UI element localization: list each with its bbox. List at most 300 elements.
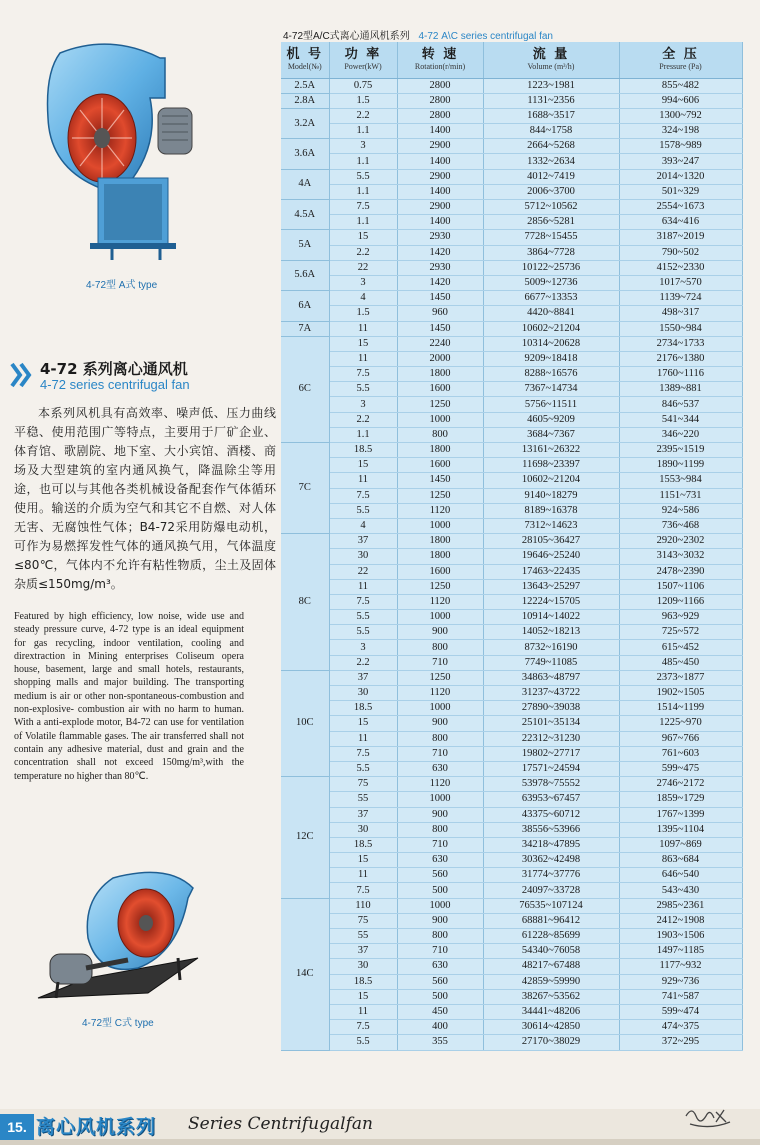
handwritten-mark: [680, 1098, 740, 1134]
table-row: [281, 458, 742, 473]
table-row: [281, 640, 742, 655]
pressure-cell: 1514~1199: [619, 701, 742, 716]
table-row: [281, 974, 742, 989]
power-cell: 37: [329, 944, 397, 959]
volume-cell: 34218~47895: [483, 837, 619, 852]
column-header-en: Model(№): [287, 62, 322, 72]
footer-title-en: Series Centrifugalfan: [188, 1114, 373, 1134]
table-row: [281, 488, 742, 503]
pressure-cell: 474~375: [619, 1020, 742, 1035]
power-cell: 18.5: [329, 701, 397, 716]
pressure-cell: 2920~2302: [619, 534, 742, 549]
pressure-cell: 846~537: [619, 397, 742, 412]
table-row: [281, 154, 742, 169]
table-row: [281, 367, 742, 382]
rotation-cell: 2900: [397, 169, 483, 184]
rotation-cell: 1400: [397, 154, 483, 169]
volume-cell: 9209~18418: [483, 351, 619, 366]
rotation-cell: 1250: [397, 397, 483, 412]
model-cell: 3.2A: [281, 108, 329, 138]
model-cell: 7A: [281, 321, 329, 336]
rotation-cell: 900: [397, 913, 483, 928]
rotation-cell: 2800: [397, 108, 483, 123]
volume-cell: 2664~5268: [483, 139, 619, 154]
power-cell: 1.5: [329, 93, 397, 108]
volume-cell: 54340~76058: [483, 944, 619, 959]
power-cell: 15: [329, 716, 397, 731]
rotation-cell: 2000: [397, 351, 483, 366]
volume-cell: 10914~14022: [483, 610, 619, 625]
pressure-cell: 1890~1199: [619, 458, 742, 473]
volume-cell: 10602~21204: [483, 473, 619, 488]
power-cell: 15: [329, 989, 397, 1004]
table-row: [281, 1020, 742, 1035]
pressure-cell: 741~587: [619, 989, 742, 1004]
rotation-cell: 900: [397, 625, 483, 640]
table-row: [281, 610, 742, 625]
pressure-cell: 790~502: [619, 245, 742, 260]
table-row: [281, 351, 742, 366]
power-cell: 7.5: [329, 200, 397, 215]
column-header: [619, 42, 742, 78]
power-cell: 7.5: [329, 594, 397, 609]
rotation-cell: 1000: [397, 610, 483, 625]
pressure-cell: 1209~1166: [619, 594, 742, 609]
fan-a-caption: 4-72型 A式 type: [86, 280, 158, 291]
volume-cell: 4605~9209: [483, 412, 619, 427]
power-cell: 7.5: [329, 746, 397, 761]
power-cell: 18.5: [329, 974, 397, 989]
rotation-cell: 1800: [397, 549, 483, 564]
pressure-cell: 963~929: [619, 610, 742, 625]
pressure-cell: 2478~2390: [619, 564, 742, 579]
table-row: [281, 336, 742, 351]
rotation-cell: 630: [397, 853, 483, 868]
power-cell: 55: [329, 792, 397, 807]
power-cell: 1.5: [329, 306, 397, 321]
pressure-cell: 3143~3032: [619, 549, 742, 564]
power-cell: 75: [329, 777, 397, 792]
pressure-cell: 924~586: [619, 503, 742, 518]
rotation-cell: 800: [397, 731, 483, 746]
pressure-cell: 3187~2019: [619, 230, 742, 245]
pressure-cell: 1578~989: [619, 139, 742, 154]
volume-cell: 7749~11085: [483, 655, 619, 670]
pressure-cell: 1767~1399: [619, 807, 742, 822]
rotation-cell: 1420: [397, 275, 483, 290]
rotation-cell: 1600: [397, 458, 483, 473]
power-cell: 11: [329, 579, 397, 594]
table-row: [281, 792, 742, 807]
volume-cell: 24097~33728: [483, 883, 619, 898]
table-row: [281, 959, 742, 974]
model-cell: 5A: [281, 230, 329, 260]
table-row: [281, 108, 742, 123]
volume-cell: 34441~48206: [483, 1004, 619, 1019]
rotation-cell: 1450: [397, 473, 483, 488]
volume-cell: 4012~7419: [483, 169, 619, 184]
volume-cell: 38267~53562: [483, 989, 619, 1004]
pressure-cell: 485~450: [619, 655, 742, 670]
rotation-cell: 1800: [397, 443, 483, 458]
pressure-cell: 1902~1505: [619, 686, 742, 701]
table-row: [281, 701, 742, 716]
power-cell: 1.1: [329, 124, 397, 139]
power-cell: 4: [329, 518, 397, 533]
power-cell: 1.1: [329, 215, 397, 230]
volume-cell: 61228~85699: [483, 929, 619, 944]
pressure-cell: 1553~984: [619, 473, 742, 488]
power-cell: 18.5: [329, 443, 397, 458]
column-header: [483, 42, 619, 78]
model-cell: 12C: [281, 777, 329, 899]
table-row: [281, 837, 742, 852]
volume-cell: 8288~16576: [483, 367, 619, 382]
pressure-cell: 498~317: [619, 306, 742, 321]
model-cell: 2.8A: [281, 93, 329, 108]
volume-cell: 76535~107124: [483, 898, 619, 913]
rotation-cell: 1420: [397, 245, 483, 260]
table-row: [281, 761, 742, 776]
table-row: [281, 731, 742, 746]
rotation-cell: 1120: [397, 594, 483, 609]
pressure-cell: 543~430: [619, 883, 742, 898]
model-cell: 4A: [281, 169, 329, 199]
table-row: [281, 777, 742, 792]
table-row: [281, 670, 742, 685]
pressure-cell: 994~606: [619, 93, 742, 108]
power-cell: 15: [329, 853, 397, 868]
rotation-cell: 1250: [397, 488, 483, 503]
description-chinese: 本系列风机具有高效率、噪声低、压力曲线平稳、使用范围广等特点，主要用于厂矿企业、体育馆、歌剧院、地下室、大小宾馆、酒楼、商场及大型建筑的室内通风换气，降温除尘等用途，也可以与其他各类机械设备配套作气体循环使用。输送的介质为空气和其它不自燃、对人体无害、无腐蚀性气体；B4-72采用防爆电动机，可作为易燃挥发性气体的通风换气用，气体温度≤80℃，气体内不允许有粘性物质，尘土及固体杂质≤150mg/m³。: [14, 406, 276, 591]
table-row: [281, 883, 742, 898]
volume-cell: 53978~75552: [483, 777, 619, 792]
power-cell: 30: [329, 686, 397, 701]
power-cell: 1.1: [329, 154, 397, 169]
table-row: [281, 124, 742, 139]
pressure-cell: 1017~570: [619, 275, 742, 290]
pressure-cell: 1300~792: [619, 108, 742, 123]
power-cell: 2.2: [329, 412, 397, 427]
section-subtitle: 4-72 series centrifugal fan: [40, 377, 190, 392]
table-row: [281, 412, 742, 427]
table-row: [281, 275, 742, 290]
column-header-en: Rotation(r/min): [414, 62, 466, 72]
table-row: [281, 230, 742, 245]
rotation-cell: 960: [397, 306, 483, 321]
power-cell: 4: [329, 291, 397, 306]
table-row: [281, 594, 742, 609]
power-cell: 5.5: [329, 503, 397, 518]
table-row: [281, 382, 742, 397]
power-cell: 11: [329, 321, 397, 336]
model-cell: 8C: [281, 534, 329, 671]
fan-c-illustration: [28, 858, 208, 1008]
volume-cell: 31774~37776: [483, 868, 619, 883]
table-row: [281, 853, 742, 868]
pressure-cell: 634~416: [619, 215, 742, 230]
table-row: [281, 139, 742, 154]
column-header-cn: 转 速: [421, 47, 459, 63]
table-row: [281, 913, 742, 928]
pressure-cell: 2412~1908: [619, 913, 742, 928]
rotation-cell: 2930: [397, 260, 483, 275]
volume-cell: 63953~67457: [483, 792, 619, 807]
pressure-cell: 324~198: [619, 124, 742, 139]
rotation-cell: 1800: [397, 367, 483, 382]
table-row: [281, 184, 742, 199]
rotation-cell: 630: [397, 761, 483, 776]
section-title: 4-72 系列离心通风机: [40, 360, 188, 378]
volume-cell: 7312~14623: [483, 518, 619, 533]
volume-cell: 28105~36427: [483, 534, 619, 549]
rotation-cell: 1000: [397, 412, 483, 427]
volume-cell: 10314~20628: [483, 336, 619, 351]
pressure-cell: 1151~731: [619, 488, 742, 503]
power-cell: 5.5: [329, 382, 397, 397]
table-row: [281, 898, 742, 913]
volume-cell: 30362~42498: [483, 853, 619, 868]
footer-title-cn: 离心风机系列: [36, 1116, 157, 1138]
table-row: [281, 549, 742, 564]
power-cell: 2.2: [329, 108, 397, 123]
column-header-cn: 功 率: [344, 47, 382, 63]
power-cell: 11: [329, 351, 397, 366]
pressure-cell: 4152~2330: [619, 260, 742, 275]
power-cell: 7.5: [329, 488, 397, 503]
table-heading-en: 4-72 A\C series centrifugal fan: [418, 31, 553, 42]
pressure-cell: 599~475: [619, 761, 742, 776]
table-row: [281, 929, 742, 944]
model-cell: 14C: [281, 898, 329, 1050]
table-row: [281, 1004, 742, 1019]
volume-cell: 48217~67488: [483, 959, 619, 974]
power-cell: 1.1: [329, 184, 397, 199]
rotation-cell: 800: [397, 427, 483, 442]
volume-cell: 8732~16190: [483, 640, 619, 655]
volume-cell: 1131~2356: [483, 93, 619, 108]
table-row: [281, 944, 742, 959]
power-cell: 11: [329, 1004, 397, 1019]
volume-cell: 19802~27717: [483, 746, 619, 761]
volume-cell: 30614~42850: [483, 1020, 619, 1035]
rotation-cell: 1250: [397, 670, 483, 685]
pressure-cell: 1177~932: [619, 959, 742, 974]
power-cell: 30: [329, 959, 397, 974]
table-row: [281, 822, 742, 837]
volume-cell: 3684~7367: [483, 427, 619, 442]
rotation-cell: 1250: [397, 579, 483, 594]
table-row: [281, 625, 742, 640]
pressure-cell: 725~572: [619, 625, 742, 640]
volume-cell: 844~1758: [483, 124, 619, 139]
volume-cell: 9140~18279: [483, 488, 619, 503]
power-cell: 30: [329, 549, 397, 564]
fan-a-illustration: [40, 38, 220, 263]
volume-cell: 7728~15455: [483, 230, 619, 245]
table-row: [281, 291, 742, 306]
power-cell: 2.2: [329, 245, 397, 260]
volume-cell: 4420~8841: [483, 306, 619, 321]
volume-cell: 1688~3517: [483, 108, 619, 123]
power-cell: 5.5: [329, 1035, 397, 1050]
pressure-cell: 855~482: [619, 78, 742, 93]
table-row: [281, 716, 742, 731]
pressure-cell: 2746~2172: [619, 777, 742, 792]
power-cell: 75: [329, 913, 397, 928]
rotation-cell: 560: [397, 974, 483, 989]
rotation-cell: 400: [397, 1020, 483, 1035]
model-cell: 6A: [281, 291, 329, 321]
rotation-cell: 500: [397, 883, 483, 898]
power-cell: 7.5: [329, 1020, 397, 1035]
volume-cell: 5756~11511: [483, 397, 619, 412]
rotation-cell: 2900: [397, 139, 483, 154]
column-header-en: Power(kW): [344, 62, 382, 72]
rotation-cell: 1600: [397, 382, 483, 397]
pressure-cell: 372~295: [619, 1035, 742, 1050]
pressure-cell: 1550~984: [619, 321, 742, 336]
volume-cell: 27170~38029: [483, 1035, 619, 1050]
rotation-cell: 900: [397, 807, 483, 822]
model-cell: 5.6A: [281, 260, 329, 290]
table-row: [281, 245, 742, 260]
rotation-cell: 800: [397, 929, 483, 944]
table-row: [281, 807, 742, 822]
volume-cell: 2006~3700: [483, 184, 619, 199]
power-cell: 3: [329, 139, 397, 154]
volume-cell: 31237~43722: [483, 686, 619, 701]
volume-cell: 14052~18213: [483, 625, 619, 640]
volume-cell: 5712~10562: [483, 200, 619, 215]
table-header-row: [281, 42, 742, 78]
volume-cell: 34863~48797: [483, 670, 619, 685]
volume-cell: 38556~53966: [483, 822, 619, 837]
pressure-cell: 501~329: [619, 184, 742, 199]
power-cell: 22: [329, 564, 397, 579]
pressure-cell: 393~247: [619, 154, 742, 169]
pressure-cell: 615~452: [619, 640, 742, 655]
model-cell: 7C: [281, 443, 329, 534]
pressure-cell: 2395~1519: [619, 443, 742, 458]
pressure-cell: 929~736: [619, 974, 742, 989]
volume-cell: 10122~25736: [483, 260, 619, 275]
table-row: [281, 397, 742, 412]
table-row: [281, 686, 742, 701]
volume-cell: 17571~24594: [483, 761, 619, 776]
power-cell: 11: [329, 473, 397, 488]
rotation-cell: 355: [397, 1035, 483, 1050]
power-cell: 37: [329, 670, 397, 685]
pressure-cell: 2554~1673: [619, 200, 742, 215]
volume-cell: 5009~12736: [483, 275, 619, 290]
pressure-cell: 1097~869: [619, 837, 742, 852]
rotation-cell: 2800: [397, 78, 483, 93]
table-row: [281, 93, 742, 108]
table-row: [281, 655, 742, 670]
table-row: [281, 1035, 742, 1050]
rotation-cell: 1400: [397, 184, 483, 199]
rotation-cell: 1000: [397, 518, 483, 533]
rotation-cell: 2930: [397, 230, 483, 245]
pressure-cell: 599~474: [619, 1004, 742, 1019]
rotation-cell: 710: [397, 746, 483, 761]
rotation-cell: 1450: [397, 291, 483, 306]
spec-table: [281, 42, 743, 1051]
rotation-cell: 1400: [397, 215, 483, 230]
volume-cell: 17463~22435: [483, 564, 619, 579]
column-header-cn: 机 号: [286, 47, 324, 63]
rotation-cell: 1120: [397, 686, 483, 701]
volume-cell: 68881~96412: [483, 913, 619, 928]
table-row: [281, 503, 742, 518]
power-cell: 5.5: [329, 625, 397, 640]
table-row: [281, 746, 742, 761]
fan-c-caption: 4-72型 C式 type: [82, 1018, 154, 1029]
pressure-cell: 1389~881: [619, 382, 742, 397]
pressure-cell: 1497~1185: [619, 944, 742, 959]
power-cell: 37: [329, 534, 397, 549]
table-row: [281, 868, 742, 883]
page-number: 15.: [0, 1114, 34, 1140]
power-cell: 2.2: [329, 655, 397, 670]
column-header: [329, 42, 397, 78]
volume-cell: 1223~1981: [483, 78, 619, 93]
power-cell: 7.5: [329, 367, 397, 382]
volume-cell: 43375~60712: [483, 807, 619, 822]
rotation-cell: 900: [397, 716, 483, 731]
volume-cell: 42859~59990: [483, 974, 619, 989]
rotation-cell: 710: [397, 944, 483, 959]
column-header-en: Volume (m³/h): [527, 62, 575, 72]
rotation-cell: 1000: [397, 792, 483, 807]
table-row: [281, 200, 742, 215]
pressure-cell: 2734~1733: [619, 336, 742, 351]
rotation-cell: 560: [397, 868, 483, 883]
pressure-cell: 736~468: [619, 518, 742, 533]
pressure-cell: 1760~1116: [619, 367, 742, 382]
volume-cell: 2856~5281: [483, 215, 619, 230]
table-heading: [283, 27, 553, 42]
double-chevron-right-icon: [10, 362, 32, 388]
table-row: [281, 306, 742, 321]
pressure-cell: 761~603: [619, 746, 742, 761]
column-header-cn: 流 量: [532, 47, 570, 63]
rotation-cell: 2800: [397, 93, 483, 108]
rotation-cell: 710: [397, 837, 483, 852]
rotation-cell: 1120: [397, 503, 483, 518]
table-row: [281, 579, 742, 594]
column-header-en: Pressure (Pa): [659, 62, 702, 72]
pressure-cell: 2014~1320: [619, 169, 742, 184]
table-row: [281, 564, 742, 579]
power-cell: 15: [329, 336, 397, 351]
volume-cell: 10602~21204: [483, 321, 619, 336]
table-row: [281, 78, 742, 93]
rotation-cell: 1000: [397, 898, 483, 913]
volume-cell: 25101~35134: [483, 716, 619, 731]
power-cell: 0.75: [329, 78, 397, 93]
model-cell: 4.5A: [281, 200, 329, 230]
rotation-cell: 2240: [397, 336, 483, 351]
rotation-cell: 1000: [397, 701, 483, 716]
power-cell: 22: [329, 260, 397, 275]
table-row: [281, 518, 742, 533]
pressure-cell: 541~344: [619, 412, 742, 427]
column-header: [397, 42, 483, 78]
power-cell: 15: [329, 458, 397, 473]
model-cell: 3.6A: [281, 139, 329, 169]
